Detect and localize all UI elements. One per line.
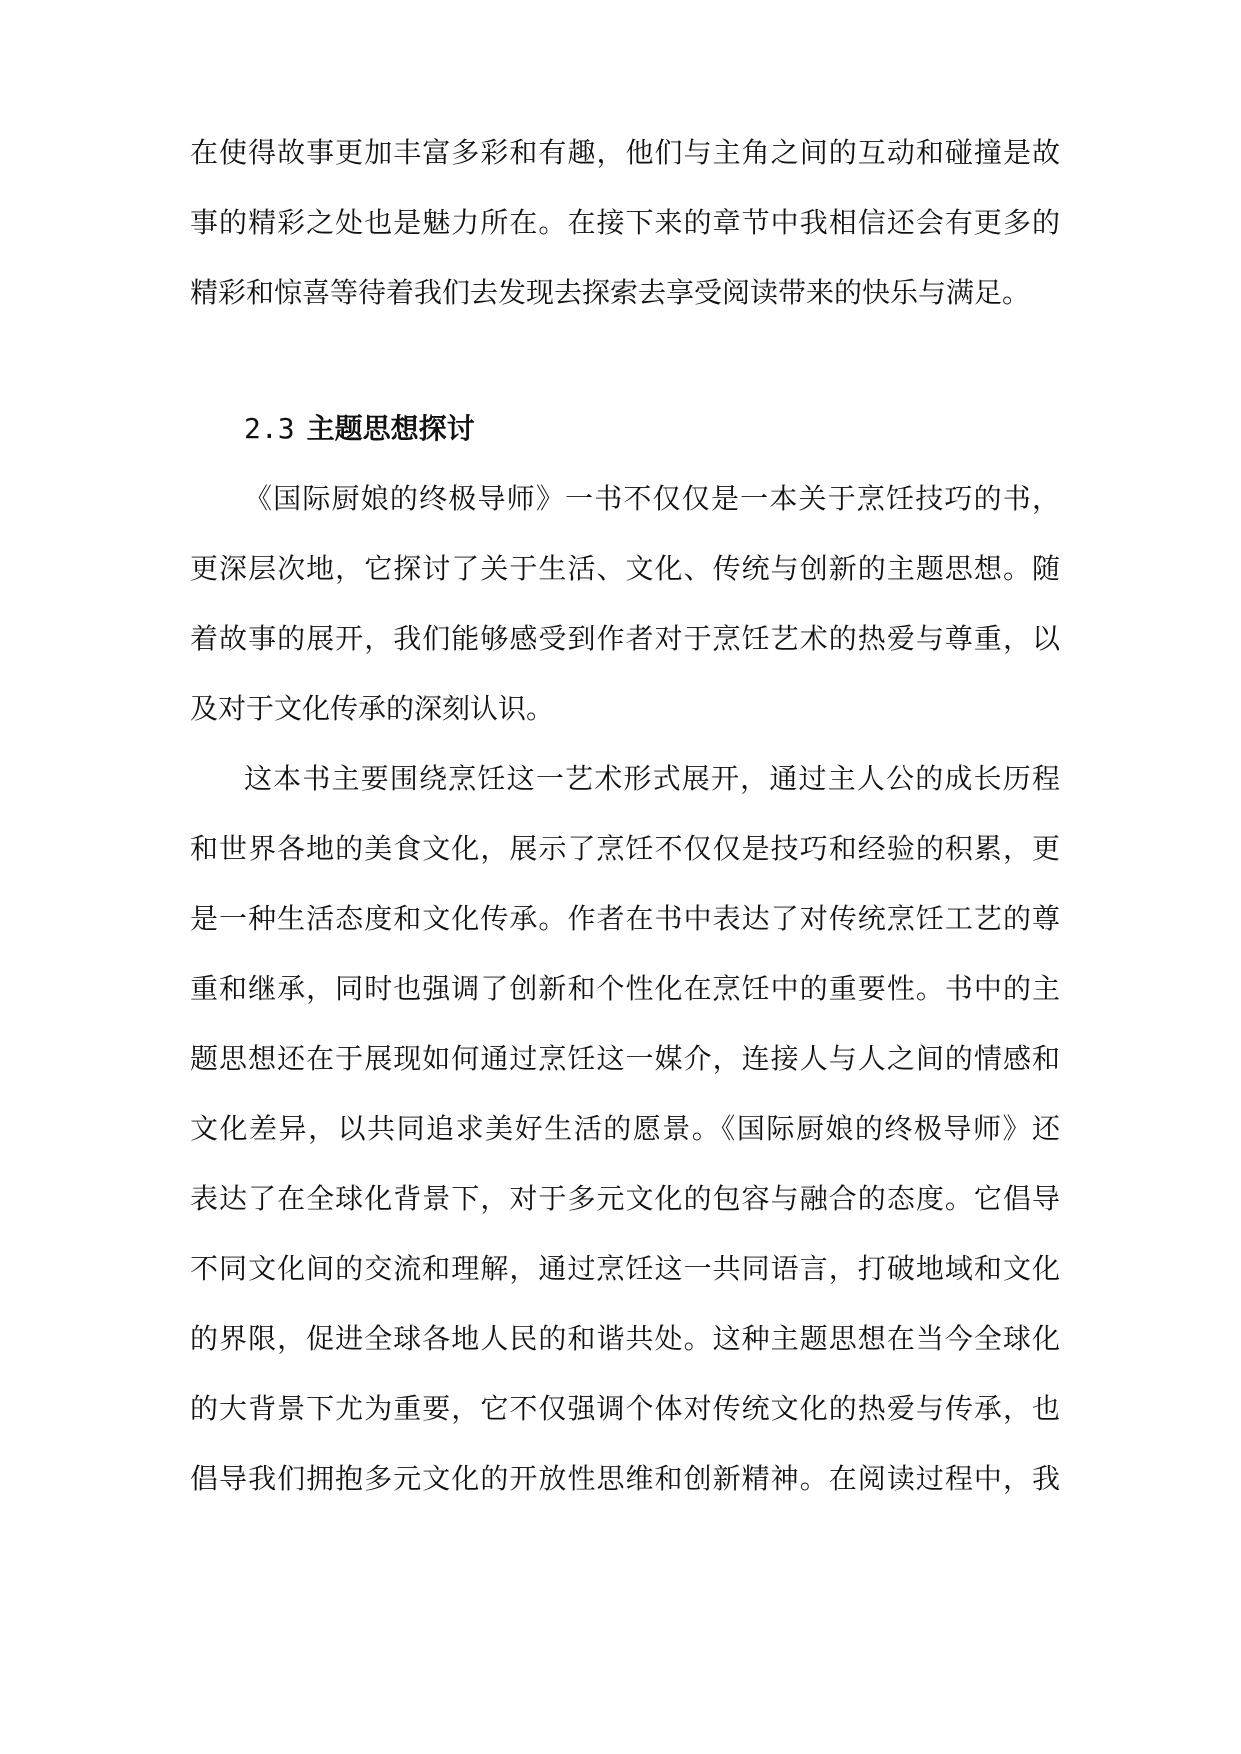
section-title: 主题思想探讨 — [306, 412, 475, 445]
paragraph-line: 是一种生活态度和文化传承。作者在书中表达了对传统烹饪工艺的尊 — [190, 902, 1060, 935]
paragraph-line: 更深层次地，它探讨了关于生活、文化、传统与创新的主题思想。随 — [190, 552, 1060, 585]
paragraph-line: 及对于文化传承的深刻认识。 — [190, 692, 555, 725]
paragraph-line: 题思想还在于展现如何通过烹饪这一媒介，连接人与人之间的情感和 — [190, 1042, 1060, 1075]
paragraph-line: 重和继承，同时也强调了创新和个性化在烹饪中的重要性。书中的主 — [190, 972, 1060, 1005]
section-heading — [244, 404, 475, 454]
paragraph-line: 的大背景下尤为重要，它不仅强调个体对传统文化的热爱与传承，也 — [190, 1392, 1060, 1425]
paragraph-line: 和世界各地的美食文化，展示了烹饪不仅仅是技巧和经验的积累，更 — [190, 832, 1060, 865]
paragraph-line: 的界限，促进全球各地人民的和谐共处。这种主题思想在当今全球化 — [190, 1322, 1060, 1355]
paragraph-line: 在使得故事更加丰富多彩和有趣，他们与主角之间的互动和碰撞是故 — [190, 136, 1060, 169]
paragraph-line: 精彩和惊喜等待着我们去发现去探索去享受阅读带来的快乐与满足。 — [190, 276, 1031, 309]
paragraph-line: 不同文化间的交流和理解，通过烹饪这一共同语言，打破地域和文化 — [190, 1252, 1060, 1285]
paragraph-line: 倡导我们拥抱多元文化的开放性思维和创新精神。在阅读过程中，我 — [190, 1462, 1060, 1495]
paragraph-line: 表达了在全球化背景下，对于多元文化的包容与融合的态度。它倡导 — [190, 1182, 1060, 1215]
paragraph-line: 文化差异，以共同追求美好生活的愿景。《国际厨娘的终极导师》还 — [190, 1112, 1060, 1145]
paragraph-line: 事的精彩之处也是魅力所在。在接下来的章节中我相信还会有更多的 — [190, 206, 1060, 239]
section-number: 2.3 — [244, 412, 295, 445]
paragraph-line: 着故事的展开，我们能够感受到作者对于烹饪艺术的热爱与尊重，以 — [190, 622, 1060, 655]
paragraph-line: 《国际厨娘的终极导师》一书不仅仅是一本关于烹饪技巧的书， — [244, 482, 1060, 515]
paragraph-line: 这本书主要围绕烹饪这一艺术形式展开，通过主人公的成长历程 — [244, 762, 1060, 795]
